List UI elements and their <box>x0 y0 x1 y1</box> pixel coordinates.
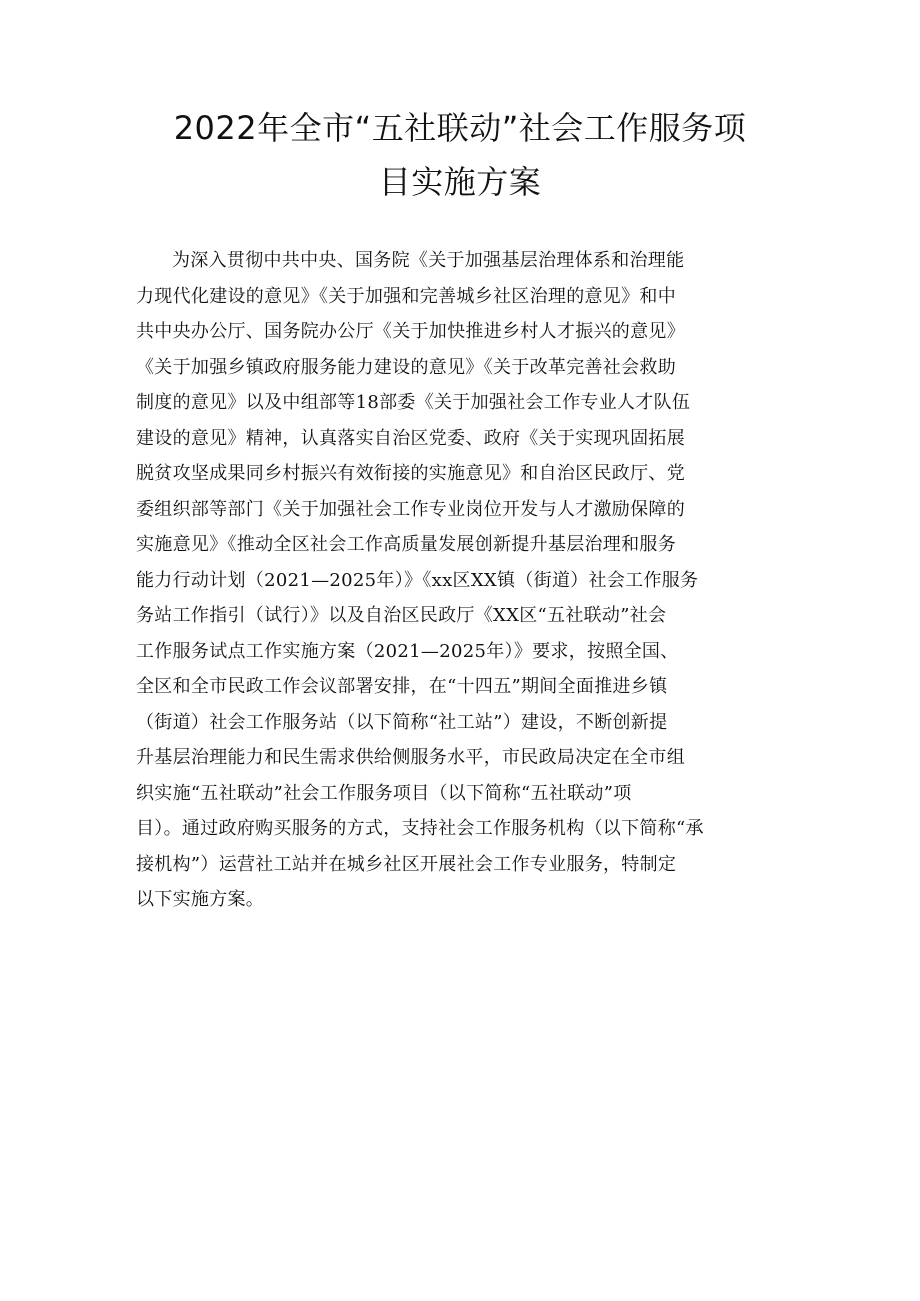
body-paragraph <box>136 243 796 918</box>
paragraph-line: 能力行动计划（2021—2025年）》《xx区XX镇（街道）社会工作服务 <box>136 569 699 591</box>
document-title <box>120 101 800 209</box>
title-line: 2022年全市“五社联动”社会工作服务项 <box>173 109 747 147</box>
paragraph-line: （街道）社会工作服务站（以下简称“社工站”）建设，不断创新提 <box>136 711 668 733</box>
paragraph-line: 为深入贯彻中共中央、国务院《关于加强基层治理体系和治理能 <box>172 250 685 271</box>
paragraph-line: 共中央办公厅、国务院办公厅《关于加快推进乡村人才振兴的意见》 <box>136 321 685 342</box>
paragraph-line: 织实施“五社联动”社会工作服务项目（以下简称“五社联动”项 <box>136 782 632 804</box>
paragraph-line: 务站工作指引（试行）》以及自治区民政厅《XX区“五社联动”社会 <box>136 605 667 626</box>
paragraph-line: 力现代化建设的意见》《关于加强和完善城乡社区治理的意见》和中 <box>136 285 676 307</box>
title-line: 目实施方案 <box>378 163 542 201</box>
paragraph-line: 委组织部等部门《关于加强社会工作专业岗位开发与人才激励保障的 <box>136 498 685 520</box>
paragraph-line: 脱贫攻坚成果同乡村振兴有效衔接的实施意见》和自治区民政厅、党 <box>136 463 685 484</box>
paragraph-line: 升基层治理能力和民生需求供给侧服务水平，市民政局决定在全市组 <box>136 747 685 768</box>
paragraph-line: 目）。通过政府购买服务的方式，支持社会工作服务机构（以下简称“承 <box>136 818 704 839</box>
paragraph-line: 实施意见》《推动全区社会工作高质量发展创新提升基层治理和服务 <box>136 534 676 555</box>
paragraph-line: 全区和全市民政工作会议部署安排，在“十四五”期间全面推进乡镇 <box>136 676 668 697</box>
paragraph-line: 制度的意见》以及中组部等18部委《关于加强社会工作专业人才队伍 <box>136 392 691 413</box>
paragraph-line: 接机构”）运营社工站并在城乡社区开展社会工作专业服务，特制定 <box>136 853 677 875</box>
paragraph-line: 建设的意见》精神，认真落实自治区党委、政府《关于实现巩固拓展 <box>136 427 685 449</box>
paragraph-line: 以下实施方案。 <box>136 889 265 910</box>
paragraph-line: 《关于加强乡镇政府服务能力建设的意见》《关于改革完善社会救助 <box>136 356 676 378</box>
paragraph-line: 工作服务试点工作实施方案（2021—2025年）》要求，按照全国、 <box>136 640 679 662</box>
